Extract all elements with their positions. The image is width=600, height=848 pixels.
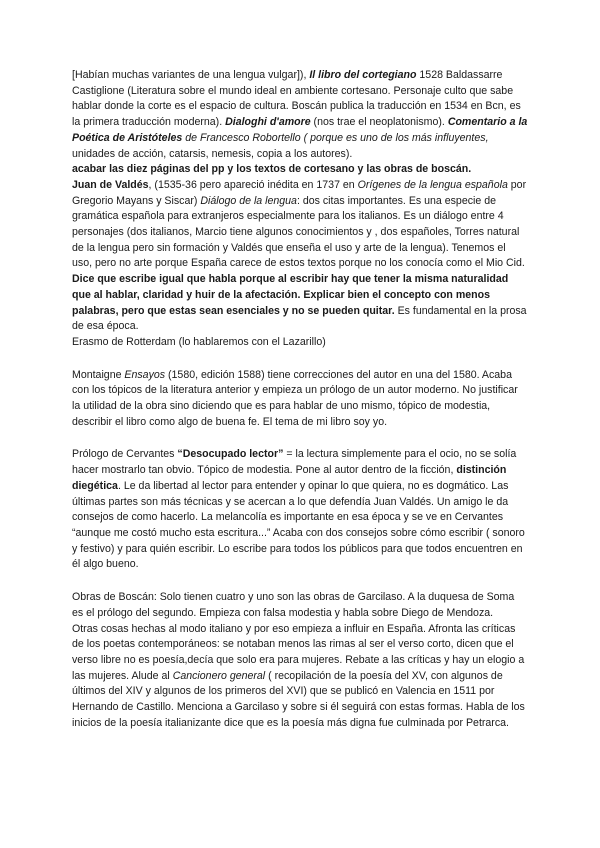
text-run: : dos citas importantes. Es una especie de gramática española para extranjeros especialmente para los italianos. Es un diálogo entre 4 personajes (dos italianos, Marcio tiene algunos conocimientos y , dos españoles, Torres natural de la lengua pero sin formación y Valdés que enseña el uso y arte de la lengua). Tenemos el uso, pero no arte porque España carece de estos textos porque no los conocía como el Mio Cid.	[72, 194, 525, 270]
paragraph	[72, 590, 528, 621]
text-run: Dialoghi d'amore	[225, 116, 311, 129]
paragraph	[72, 368, 528, 431]
text-run: (nos trae el neoplatonismo).	[310, 116, 448, 129]
text-run: Il libro del cortegiano	[309, 69, 417, 81]
paragraph	[72, 335, 528, 351]
paragraph	[72, 178, 528, 272]
text-run: (1580, edición 1588) tiene correcciones del autor en una del 1580. Acaba con los tópicos de la literatura anterior y empieza un prólogo de un autor moderno. No justificar la utilidad de la obra sino diciendo que es para hablar de uno mismo, tópico de modestia, describir el libro como algo de buena fe. El tema de mi libro soy yo.	[72, 368, 518, 428]
paragraph-gap	[72, 573, 528, 590]
text-run: acabar las diez páginas del pp y los textos de cortesano y las obras de boscán.	[72, 163, 472, 176]
text-run: . Le da libertad al lector para entender y opinar lo que quiera, no es dogmático. Las últimas partes son más técnicas y se acercan a lo que defendía Juan Valdés. Un amigo le da consejos de como hacerlo. La melancolía es importante en esa época y se ve en Cervantes “aunque me costó mucho esta escritura...” Acaba con dos consejos sobre cómo escribir ( sonoro y festivo) y para quién escribir. Lo escribe para todos los públicos para que todos encuentren en él algo bueno.	[72, 479, 525, 571]
paragraph	[72, 272, 528, 335]
paragraph	[72, 622, 528, 732]
paragraph	[72, 68, 528, 162]
text-run: “Desocupado lector”	[177, 448, 284, 461]
paragraph-gap	[72, 430, 528, 447]
text-run: Ensayos	[124, 368, 166, 381]
text-run: Orígenes de la lengua española	[357, 178, 508, 191]
text-run: Comentario a la Poética de Aristóteles	[72, 116, 528, 144]
text-run: = la lectura simplemente para el ocio, no se solía hacer mostrarlo tan obvio. Tópico de modestia. Pone al autor dentro de la ficción,	[72, 448, 517, 477]
text-run: Juan de Valdés	[72, 178, 149, 191]
text-run: por Gregorio Mayans y Siscar)	[72, 178, 527, 207]
text-run: Cancionero general	[172, 669, 266, 682]
text-run: Obras de Boscán: Solo tienen cuatro y uno son las obras de Garcilaso. A la duquesa de Soma es el prólogo del segundo. Empieza con falsa modestia y habla sobre Diego de Mendoza.	[72, 591, 515, 619]
text-run: Prólogo de Cervantes	[72, 448, 178, 461]
text-run: ( recopilación de la poesía del XV, con algunos de últimos del XIV y algunos de los primeros del XVI) que se publicó en Valencia en 1511 por Hernando de Castillo. Menciona a Garcilaso y sobre si él seguirá con estas formas. Habla de los inicios de la poesía italianizante dice que es la poesía más digna fue culminada por Petrarca.	[72, 669, 525, 729]
text-run: Otras cosas hechas al modo italiano y por eso empieza a influir en España. Afronta las críticas de los poetas contemporáneos: se notaban menos las rimas al ser el verso corto, dicen que el verso libre no es poesía,decía que solo era para mujeres. Rebate a las críticas y hay un elogio a las mujeres. Alude al	[72, 622, 525, 682]
text-run: Dice que escribe igual que habla porque al escribir hay que tener la misma naturalidad que al hablar, claridad y huir de la afectación. Explicar bien el concepto con menos palabras, pero que estas sean esenciales y no se pueden quitar.	[72, 273, 509, 317]
text-run: de Francesco Robortello ( porque es uno de los más influyentes,	[182, 131, 489, 144]
text-run: [Habían muchas variantes de una lengua vulgar]),	[72, 69, 310, 81]
text-run: unidades de acción, catarsis, nemesis, copia a los autores).	[72, 147, 353, 160]
paragraph	[72, 447, 528, 573]
text-run: Erasmo de Rotterdam (lo hablaremos con el Lazarillo)	[72, 335, 326, 348]
text-run: Es fundamental en la prosa de esa época.	[72, 304, 527, 333]
text-run: Montaigne	[72, 368, 125, 381]
text-run: distinción diegética	[72, 464, 507, 492]
paragraph	[72, 162, 528, 178]
text-run: , (1535-36 pero apareció inédita en 1737 en	[148, 178, 358, 191]
text-run: 1528 Baldassarre Castiglione (Literatura sobre el mundo ideal en ambiente cortesano. Personaje culto que sabe hablar donde la corte es el espacio de cultura. Boscán publica la traducción en 1534 en Bcn, es la primera traducción moderna).	[72, 69, 521, 129]
paragraph-gap	[72, 351, 528, 368]
text-run: Diálogo de la lengua	[200, 194, 297, 207]
